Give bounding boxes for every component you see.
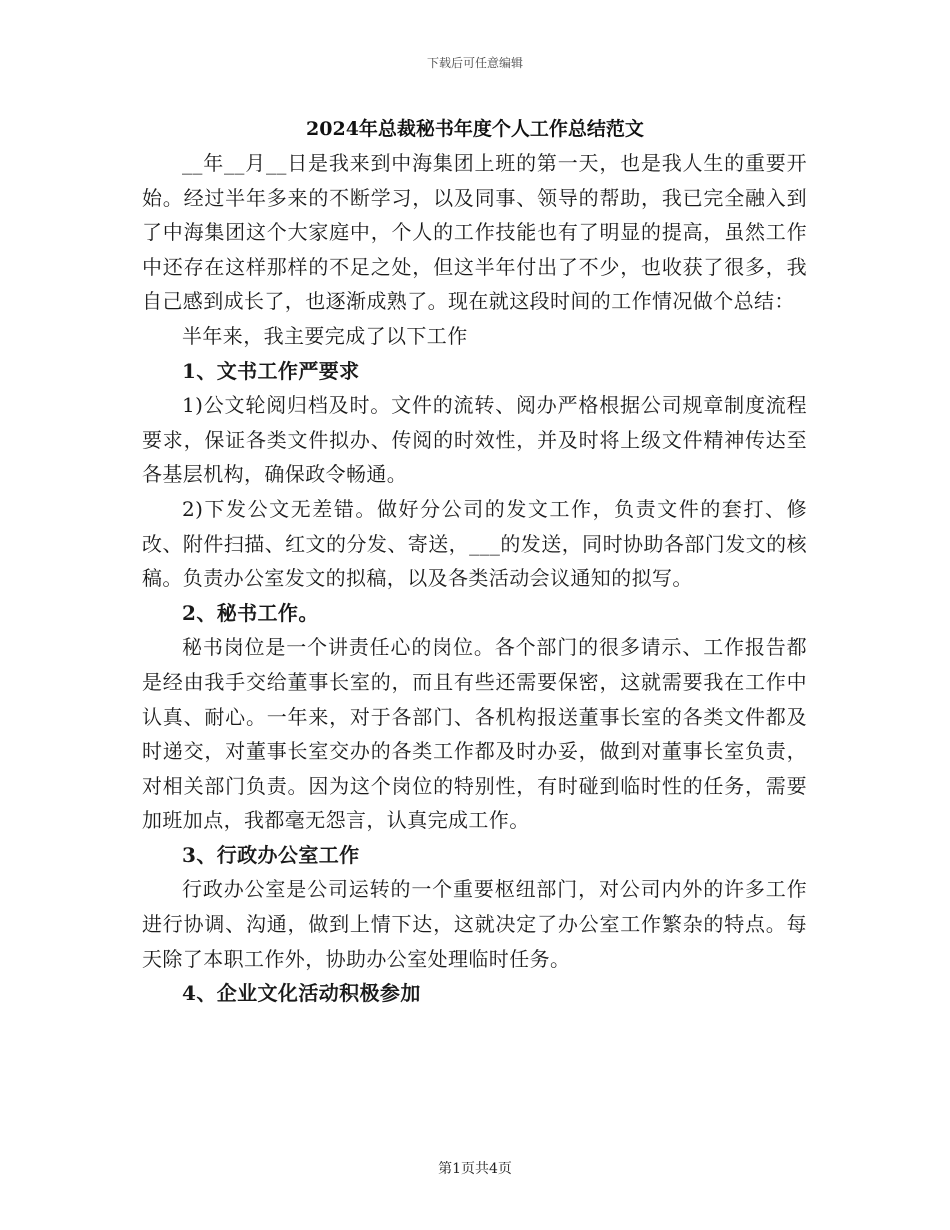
- document-body: [142, 146, 807, 1011]
- section-secretary: [142, 596, 807, 838]
- section-heading: 4、企业文化活动积极参加: [182, 981, 421, 1006]
- section-heading: 3、行政办公室工作: [182, 842, 360, 867]
- section-paragraph: 行政办公室是公司运转的一个重要枢纽部门，对公司内外的许多工作进行协调、沟通，做到上情下达，这就决定了办公室工作繁杂的特点。每天除了本职工作外，协助办公室处理临时任务。: [142, 877, 807, 971]
- section-documents: [142, 354, 807, 596]
- page-number: 第1页共4页: [438, 1161, 512, 1177]
- section-culture: [142, 976, 807, 1011]
- header-note: 下载后可任意编辑: [426, 56, 523, 70]
- section-admin-office: [142, 838, 807, 976]
- document-title: 2024年总裁秘书年度个人工作总结范文: [306, 118, 644, 140]
- section-paragraph: 2)下发公文无差错。做好分公司的发文工作，负责文件的套打、修改、附件扫描、红文的分发、寄送，___的发送，同时协助各部门发文的核稿。负责办公室发文的拟稿，以及各类活动会议通知的拟写。: [142, 496, 807, 591]
- section-heading: 1、文书工作严要求: [182, 358, 360, 383]
- intro-lead-paragraph: 半年来，我主要完成了以下工作: [182, 323, 468, 348]
- section-paragraph: 秘书岗位是一个讲责任心的岗位。各个部门的很多请示、工作报告都是经由我手交给董事长室的，而且有些还需要保密，这就需要我在工作中认真、耐心。一年来，对于各部门、各机构报送董事长室的各类文件都及时递交，对董事长室交办的各类工作都及时办妥，做到对董事长室负责，对相关部门负责。因为这个岗位的特别性，有时碰到临时性的任务，需要加班加点，我都毫无怨言，认真完成工作。: [142, 635, 807, 833]
- section-heading: 2、秘书工作。: [182, 600, 319, 625]
- section-paragraph: 1)公文轮阅归档及时。文件的流转、阅办严格根据公司规章制度流程要求，保证各类文件拟办、传阅的时效性，并及时将上级文件精神传达至各基层机构，确保政令畅通。: [142, 393, 807, 487]
- intro-paragraph: __年__月__日是我来到中海集团上班的第一天，也是我人生的重要开始。经过半年多来的不断学习，以及同事、领导的帮助，我已完全融入到了中海集团这个大家庭中，个人的工作技能也有了明显的提高，虽然工作中还存在这样那样的不足之处，但这半年付出了不少，也收获了很多，我自己感到成长了，也逐渐成熟了。现在就这段时间的工作情况做个总结：: [142, 151, 807, 314]
